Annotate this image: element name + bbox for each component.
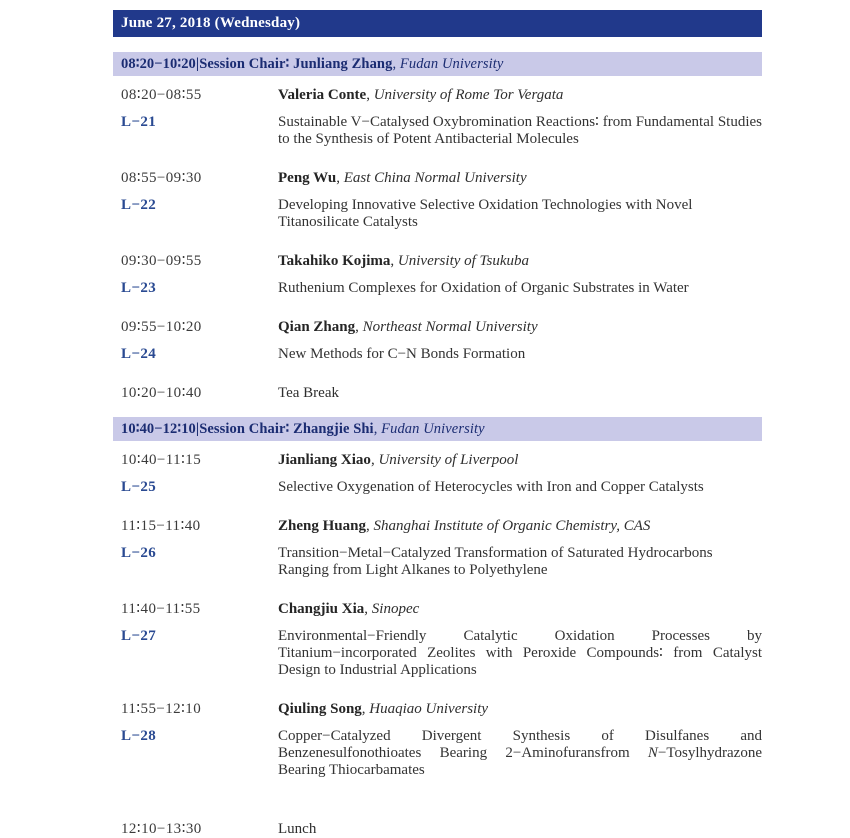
talk-title-text: Copper−Catalyzed Divergent Synthesis of Disulfanes and Benzenesulfonothioates Bearing 2−Aminofuransfrom (278, 728, 762, 761)
session-header-text: 08∶20−10∶20|Session Chair∶ Junliang Zhang (121, 56, 393, 72)
talk-code: L−21 (121, 114, 157, 130)
talk-time: 11∶40−11∶55 (121, 601, 201, 617)
talk-speaker-row (113, 601, 762, 618)
speaker-affiliation: University of Liverpool (378, 452, 519, 468)
separator: , (366, 87, 374, 103)
talk-title-row (113, 114, 762, 148)
talk-title-text: Ranging from Light Alkanes to Polyethylene (278, 562, 548, 578)
speaker-name: Jianliang Xiao (278, 452, 371, 468)
talk-time: 10∶40−11∶15 (121, 452, 202, 468)
talk-title-text: Titanosilicate Catalysts (278, 214, 418, 230)
talk-title-text: Environmental−Friendly Catalytic Oxidation Processes by Titanium−incorporated Zeolites with Peroxide Compounds∶ from Catalyst Design to Industrial Applications (278, 628, 762, 678)
talk-speaker-line (278, 701, 762, 718)
session-block (113, 417, 762, 838)
break-row (113, 385, 762, 402)
talk-code: L−22 (121, 197, 157, 213)
separator: , (392, 56, 400, 72)
break-label: Tea Break (278, 385, 339, 401)
speaker-name: Changjiu Xia (278, 601, 365, 617)
speaker-affiliation: East China Normal University (343, 170, 527, 186)
talk-speaker-line (278, 87, 762, 104)
talk-speaker-row (113, 452, 762, 469)
talk-speaker-row (113, 87, 762, 104)
speaker-affiliation: University of Rome Tor Vergata (373, 87, 564, 103)
talk-title-text: Selective Oxygenation of Heterocycles with Iron and Copper Catalysts (278, 479, 704, 495)
talk-speaker-line (278, 319, 762, 336)
separator: , (355, 319, 363, 335)
talk-speaker-row (113, 319, 762, 336)
talk-title (278, 479, 762, 496)
session-header-text: 10∶40−12∶10|Session Chair∶ Zhangjie Shi (121, 421, 374, 437)
separator: , (390, 253, 398, 269)
talk-speaker-row (113, 253, 762, 270)
talk-speaker-row (113, 518, 762, 535)
talk-title-text: Developing Innovative Selective Oxidation Technologies with Novel (278, 197, 693, 213)
talk-title-row (113, 197, 762, 231)
talk-title-row (113, 346, 762, 363)
talk-speaker-row (113, 701, 762, 718)
talk-speaker-line (278, 601, 762, 618)
session-chair-affiliation: Fudan University (399, 56, 504, 72)
conference-program-page (113, 0, 762, 838)
talk-title-text: N (647, 745, 658, 761)
talk-speaker-row (113, 170, 762, 187)
separator: , (370, 452, 379, 468)
speaker-name: Takahiko Kojima (278, 253, 391, 269)
talk-item (113, 253, 762, 297)
talk-speaker-line (278, 253, 762, 270)
talk-code: L−28 (121, 728, 157, 744)
separator: , (364, 601, 372, 617)
separator: , (365, 518, 374, 534)
speaker-name: Qiuling Song (278, 701, 362, 717)
talk-code: L−25 (121, 479, 157, 495)
session-header-bar (113, 417, 762, 441)
talk-speaker-line (278, 518, 762, 535)
talk-title-row (113, 545, 762, 579)
date-header-text: June 27, 2018 (Wednesday) (121, 15, 301, 31)
talk-speaker-line (278, 170, 762, 187)
talk-time: 11∶15−11∶40 (121, 518, 201, 534)
date-header-bar (113, 10, 762, 37)
talk-title-text: Transition−Metal−Catalyzed Transformation of Saturated Hydrocarbons (278, 545, 713, 561)
talk-code: L−23 (121, 280, 157, 296)
break-time: 10∶20−10∶40 (121, 385, 202, 401)
talk-title (278, 728, 762, 779)
talk-title-text: −Tosylhydrazone Bearing Thiocarbamates (278, 745, 762, 778)
speaker-affiliation: Sinopec (371, 601, 420, 617)
talk-title (278, 346, 762, 363)
talk-title-row (113, 628, 762, 679)
talk-item (113, 87, 762, 148)
break-time: 12∶10−13∶30 (121, 821, 202, 837)
session-chair-affiliation: Fudan University (381, 421, 485, 437)
talk-title (278, 114, 762, 148)
talk-time: 09∶55−10∶20 (121, 319, 202, 335)
separator: , (336, 170, 344, 186)
talk-item (113, 170, 762, 231)
talk-item (113, 601, 762, 679)
talk-item (113, 518, 762, 579)
talk-code: L−27 (121, 628, 157, 644)
talk-time: 11∶55−12∶10 (121, 701, 202, 717)
speaker-name: Valeria Conte (278, 87, 367, 103)
speaker-name: Peng Wu (278, 170, 337, 186)
talk-item (113, 319, 762, 363)
talk-title-row (113, 479, 762, 496)
separator: , (373, 421, 382, 437)
talk-title (278, 628, 762, 679)
talk-title-text: Ruthenium Complexes for Oxidation of Organic Substrates in Water (278, 280, 689, 296)
break-row (113, 821, 762, 838)
talk-item (113, 701, 762, 779)
talk-code: L−24 (121, 346, 157, 362)
talk-title-row (113, 280, 762, 297)
speaker-affiliation: Shanghai Institute of Organic Chemistry, CAS (373, 518, 651, 534)
talk-speaker-line (278, 452, 762, 469)
talk-title (278, 197, 762, 231)
session-header-bar (113, 52, 762, 76)
speaker-name: Qian Zhang (278, 319, 356, 335)
talk-time: 08∶20−08∶55 (121, 87, 202, 103)
talk-item (113, 452, 762, 496)
sessions-container (113, 52, 762, 838)
session-block (113, 52, 762, 402)
separator: , (361, 701, 370, 717)
speaker-name: Zheng Huang (278, 518, 366, 534)
speaker-affiliation: Huaqiao University (369, 701, 489, 717)
talk-time: 09∶30−09∶55 (121, 253, 202, 269)
talk-time: 08∶55−09∶30 (121, 170, 202, 186)
talk-title-text: New Methods for C−N Bonds Formation (278, 346, 526, 362)
talk-title-row (113, 728, 762, 779)
speaker-affiliation: Northeast Normal University (362, 319, 538, 335)
talk-code: L−26 (121, 545, 157, 561)
talk-title (278, 545, 762, 579)
break-label: Lunch (278, 821, 317, 837)
talk-title-text: Sustainable V−Catalysed Oxybromination Reactions∶ from Fundamental Studies to the Synthesis of Potent Antibacterial Molecules (278, 114, 762, 147)
talk-title (278, 280, 762, 297)
speaker-affiliation: University of Tsukuba (397, 253, 530, 269)
